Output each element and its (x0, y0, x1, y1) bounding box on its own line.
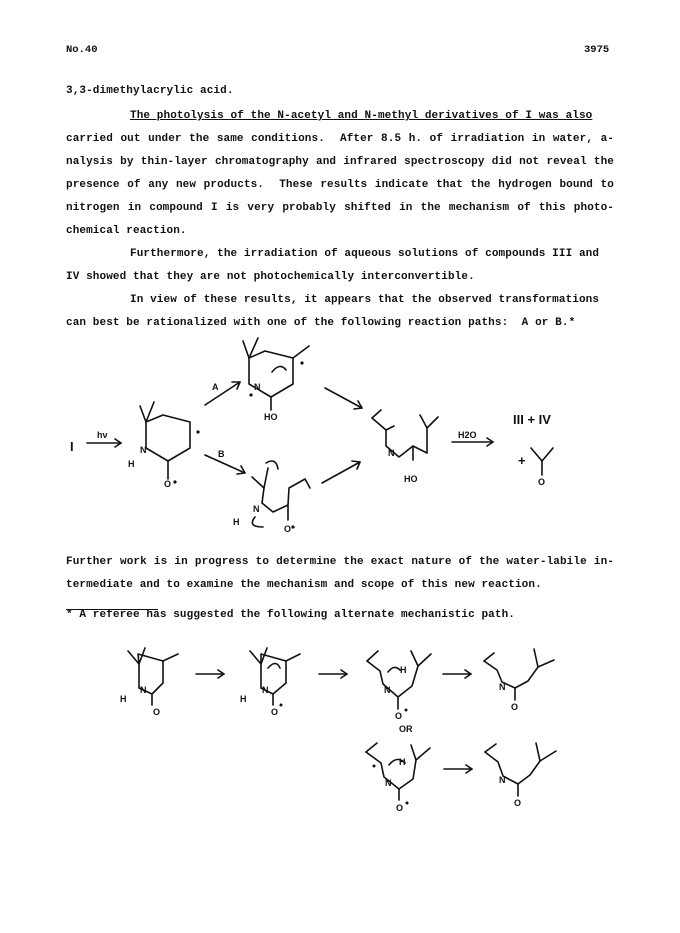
text-line-3: carried out under the same conditions. After 8.5 h. of irradiation in water, a- (66, 133, 614, 145)
compound-I-label: I (70, 439, 74, 454)
intermediate-B-H-label: H (233, 517, 240, 527)
products-III-IV-label: III + IV (513, 412, 551, 427)
fn-ring1-N-label: N (140, 685, 147, 695)
fn-open-O-label: O (395, 711, 403, 721)
path-A-label: A (212, 382, 219, 392)
start-N-label: N (140, 445, 147, 455)
text-line-2: The photolysis of the N-acetyl and N-methyl derivatives of I was also (130, 110, 593, 122)
fn-ring2-O-label: O (271, 707, 279, 717)
text-line-9: IV showed that they are not photochemically interconvertible. (66, 271, 475, 283)
hv-label: hν (97, 430, 108, 440)
footnote-ring-1-structure (128, 648, 178, 705)
text-line-13: termediate and to examine the mechanism and scope of this new reaction. (66, 579, 542, 591)
text-line-10: In view of these results, it appears that the observed transformations (130, 294, 600, 306)
intermediate-B-O-label: O (284, 524, 292, 534)
text-line-11: can best be rationalized with one of the following reaction paths: A or B.* (66, 317, 576, 329)
footnote-ring-2-structure (250, 648, 300, 707)
text-line-7: chemical reaction. (66, 225, 187, 237)
fn-product1-O-label: O (511, 702, 519, 712)
fn-ring2-N-label: N (262, 685, 269, 695)
fn-ring1-O-label: O (153, 707, 161, 717)
start-O-label: O (164, 479, 172, 489)
fn-alt-N-label: N (385, 778, 392, 788)
text-line-8: Furthermore, the irradiation of aqueous solutions of compounds III and (130, 248, 600, 260)
text-line-12: Further work is in progress to determine the exact nature of the water-labile in- (66, 556, 614, 568)
intermediate-B-N-label: N (253, 504, 260, 514)
acetone-plus-label: + (518, 453, 526, 468)
footnote-product-1-structure (484, 649, 554, 700)
intermediate-A-HO-label: HO (264, 412, 278, 422)
product-HO-label: HO (404, 474, 418, 484)
footnote-alt-intermediate-structure (366, 743, 430, 805)
fn-open-H-label: H (400, 665, 407, 675)
start-H-label: H (128, 459, 135, 469)
text-line-5: presence of any new products. These results indicate that the hydrogen bound to (66, 179, 614, 191)
product-N-label: N (388, 448, 395, 458)
footnote-product-2-structure (485, 743, 556, 796)
fn-alt-O-label: O (396, 803, 404, 813)
water-label: H2O (458, 430, 477, 440)
fn-product2-N-label: N (499, 775, 506, 785)
or-label: OR (399, 724, 413, 734)
fn-open-N-label: N (384, 685, 391, 695)
fn-product1-N-label: N (499, 682, 506, 692)
fn-alt-H-label: H (399, 757, 406, 767)
page-number: 3975 (584, 44, 610, 56)
text-line-4: nalysis by thin-layer chromatography and infrared spectroscopy did not reveal the (66, 156, 614, 168)
intermediate-A-N-label: N (254, 382, 261, 392)
text-line-6: nitrogen in compound I is very probably shifted in the mechanism of this photo- (66, 202, 614, 214)
fn-ring2-H-label: H (240, 694, 247, 704)
text-line-1: 3,3-dimethylacrylic acid. (66, 85, 234, 97)
acetone-O-label: O (538, 477, 546, 487)
journal-issue-number: No.40 (66, 44, 98, 56)
fn-product2-O-label: O (514, 798, 522, 808)
footnote-line: * A referee has suggested the following alternate mechanistic path. (66, 609, 515, 621)
footnote-open-intermediate-structure (367, 651, 431, 712)
path-B-label: B (218, 449, 225, 459)
fn-ring1-H-label: H (120, 694, 127, 704)
